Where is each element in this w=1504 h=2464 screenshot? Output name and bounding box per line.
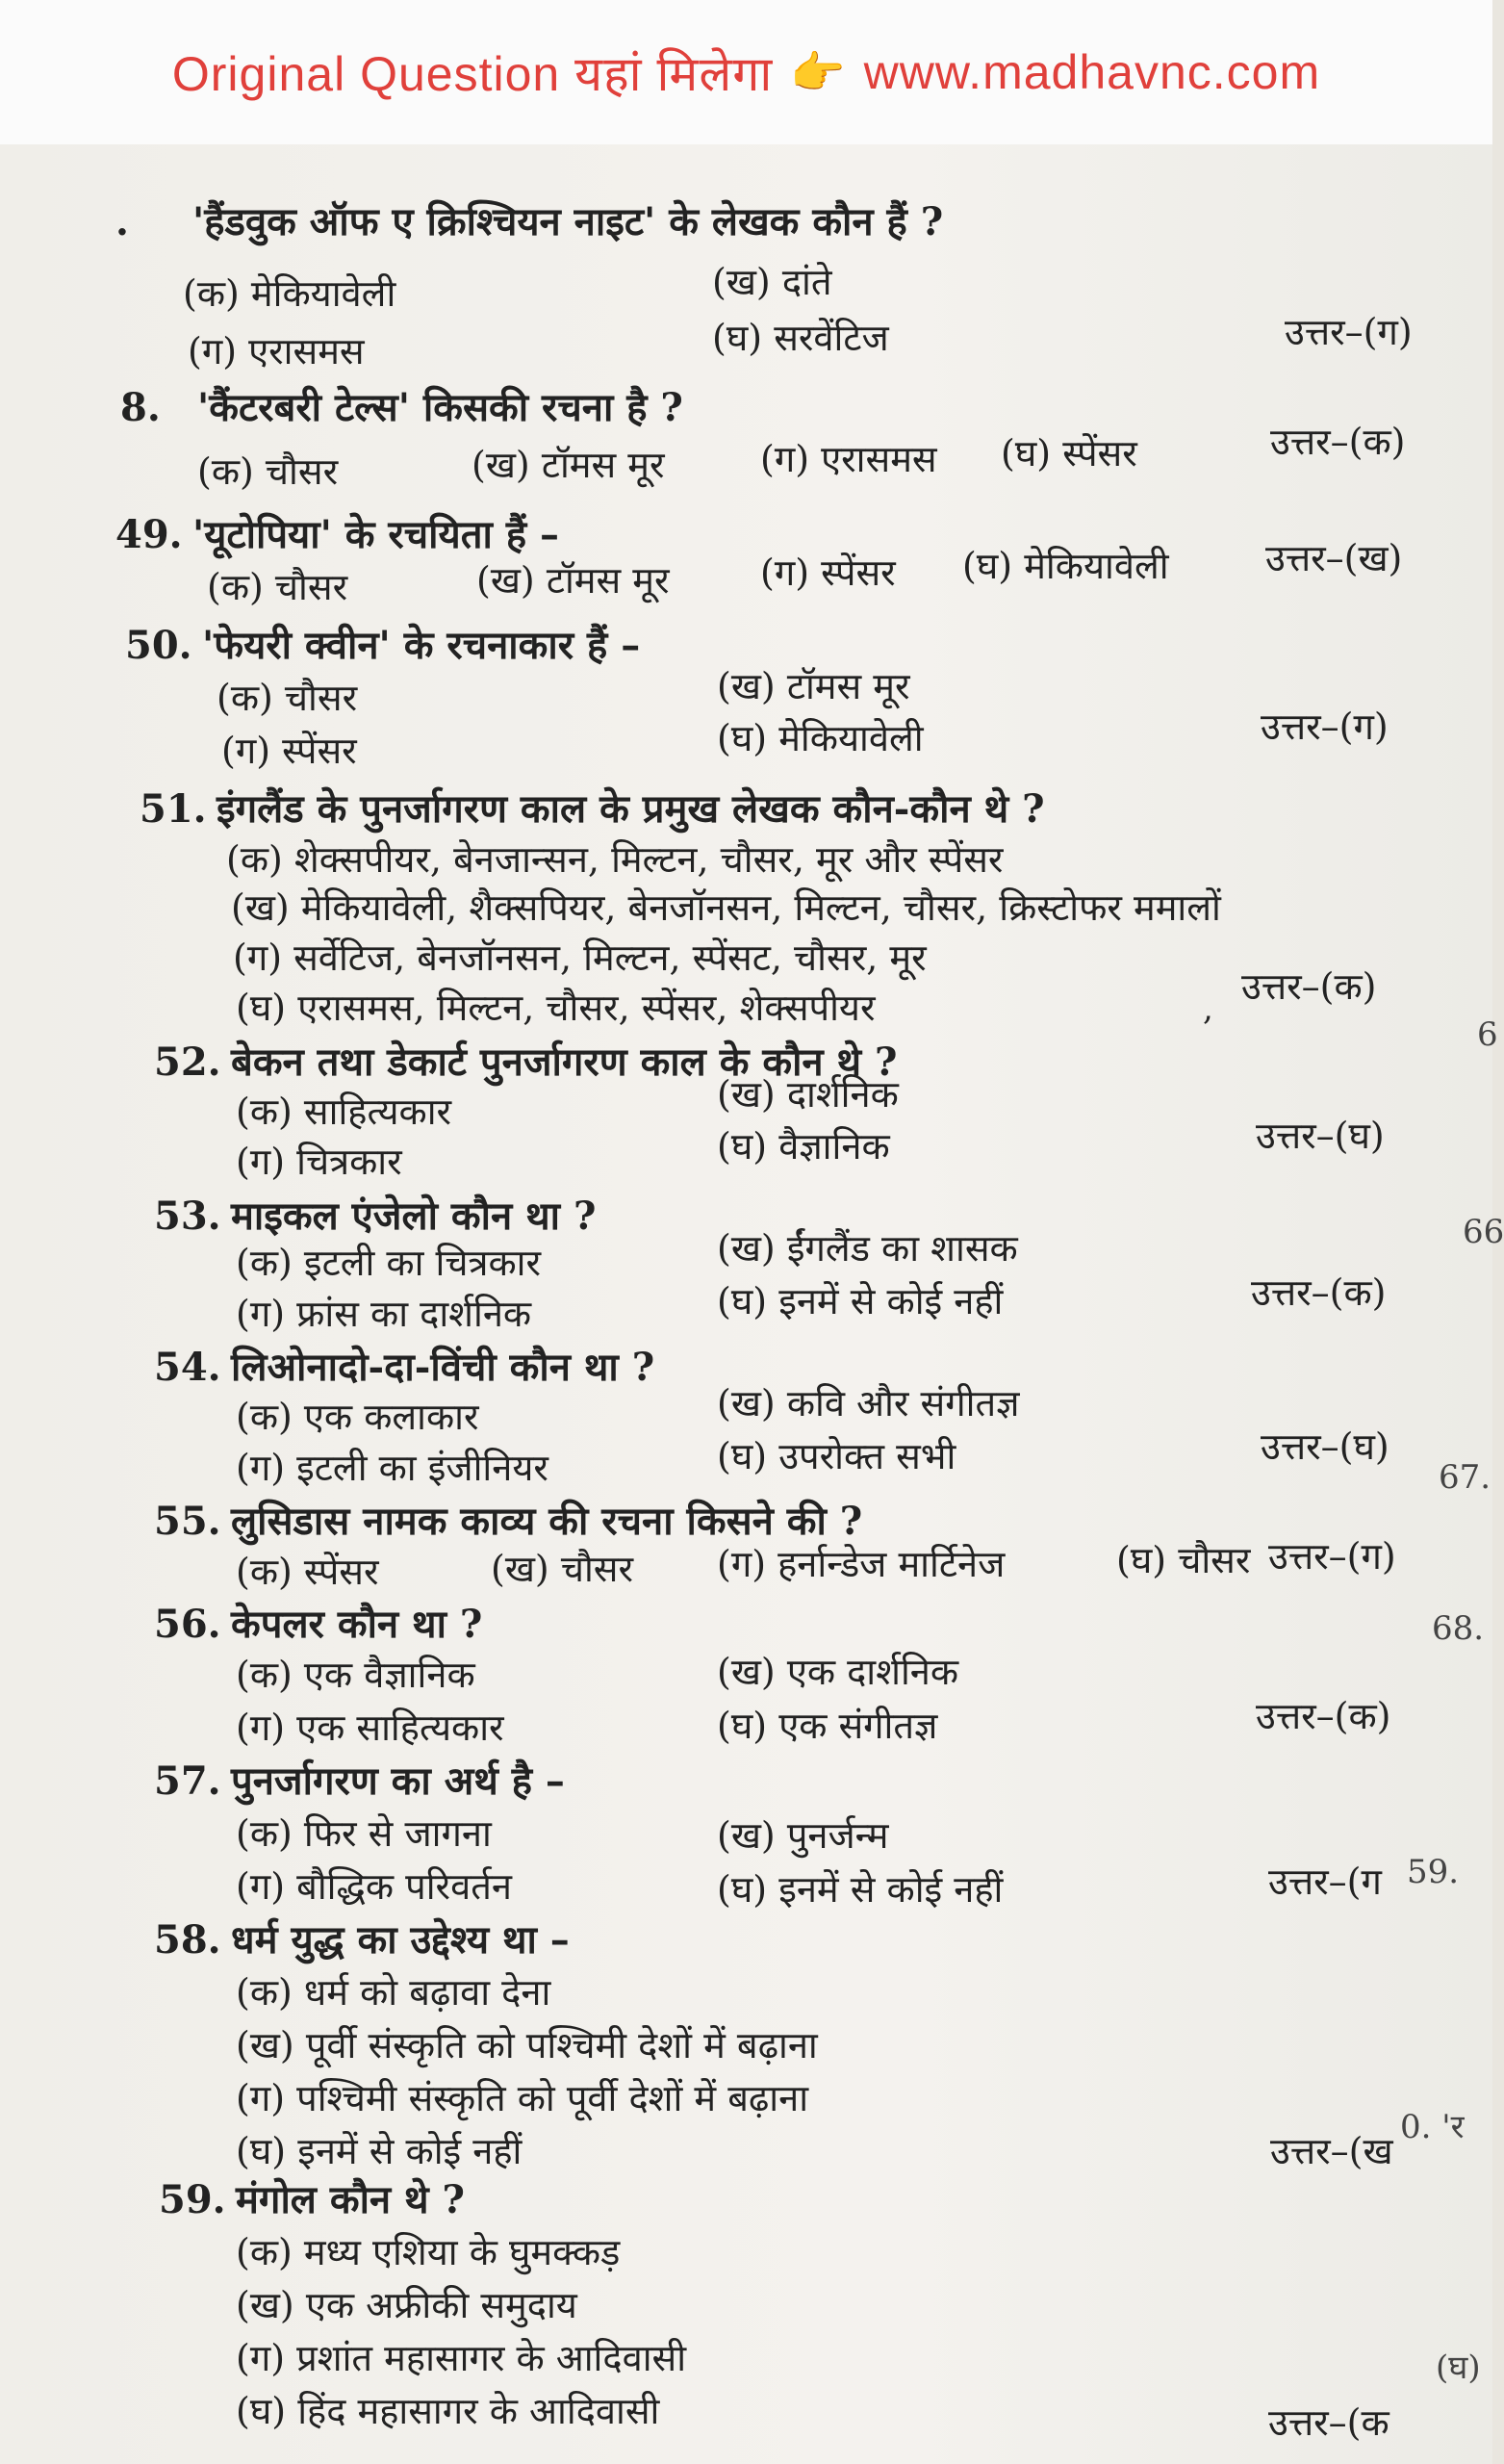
option-d: (घ) स्पेंसर [1001, 432, 1137, 475]
question-59: 59. मंगोल कौन थे ? [159, 2177, 465, 2222]
pointing-hand-icon: 👉 [790, 46, 847, 97]
question-52: 52. बेकन तथा डेकार्ट पुनर्जागरण काल के कौन थे ? [154, 1040, 898, 1085]
answer: उत्तर–(क) [1241, 965, 1377, 1008]
question-47: . 'हैंडवुक ऑफ ए क्रिश्चियन नाइट' के लेखक कौन हैं ? [115, 199, 944, 244]
option-d: (घ) इनमें से कोई नहीं [717, 1280, 1004, 1322]
question-53: 53. माइकल एंजेलो कौन था ? [154, 1194, 597, 1239]
answer: उत्तर–(ग) [1285, 311, 1413, 353]
option-d: (घ) वैज्ञानिक [717, 1125, 890, 1168]
question-58: 58. धर्म युद्ध का उद्देश्य था – [154, 1917, 570, 1963]
option-c: (ग) एरासमस [188, 330, 365, 372]
answer: उत्तर–(घ) [1261, 1425, 1389, 1468]
option-d: (घ) सरवेंटिज [712, 317, 889, 359]
option-a: (क) एक कलाकार [236, 1396, 479, 1438]
answer: उत्तर–(क) [1251, 1271, 1387, 1314]
margin-fragment: 0. 'र [1400, 2108, 1465, 2146]
option-c: (ग) पश्चिमी संस्कृति को पूर्वी देशों में बढ़ाना [236, 2077, 809, 2119]
stray-mark: , [1203, 989, 1213, 1028]
margin-fragment: 66 [1463, 1213, 1504, 1251]
answer: उत्तर–(ख [1270, 2130, 1393, 2172]
option-a: (क) चौसर [217, 677, 358, 719]
question-57: 57. पुनर्जागरण का अर्थ है – [154, 1758, 565, 1804]
option-b: (ख) पुनर्जन्म [717, 1814, 889, 1857]
margin-fragment: 59. [1407, 1853, 1460, 1891]
option-d: (घ) चौसर [1116, 1539, 1251, 1581]
option-a: (क) स्पेंसर [236, 1551, 379, 1593]
option-b: (ख) एक दार्शनिक [717, 1651, 959, 1693]
site-banner [0, 0, 1492, 144]
option-b: (ख) पूर्वी संस्कृति को पश्चिमी देशों में बढ़ाना [236, 2024, 818, 2066]
option-c: (ग) स्पेंसर [221, 730, 357, 772]
banner-url[interactable]: www.madhavnc.com [863, 45, 1321, 99]
option-b: (ख) चौसर [491, 1548, 634, 1590]
option-a: (क) इटली का चित्रकार [236, 1242, 542, 1284]
option-d: (घ) मेकियावेली [962, 545, 1169, 587]
question-51: 51. इंगलैंड के पुनर्जागरण काल के प्रमुख लेखक कौन-कौन थे ? [140, 786, 1045, 832]
option-c: (ग) एरासमस [760, 438, 937, 480]
option-a: (क) एक वैज्ञानिक [236, 1654, 475, 1696]
option-b: (ख) टॉमस मूर [476, 559, 670, 602]
margin-fragment: 67. [1439, 1458, 1491, 1497]
answer: उत्तर–(ग) [1261, 706, 1389, 748]
option-d: (घ) हिंद महासागर के आदिवासी [236, 2390, 660, 2432]
option-a: (क) धर्म को बढ़ावा देना [236, 1971, 551, 2014]
answer: उत्तर–(क) [1256, 1695, 1391, 1737]
option-a: (क) मध्य एशिया के घुमक्कड़ [236, 2231, 621, 2273]
answer: उत्तर–(ख) [1265, 537, 1403, 579]
option-c: (ग) एक साहित्यकार [236, 1707, 504, 1749]
option-d: (घ) एक संगीतज्ञ [717, 1705, 938, 1747]
margin-fragment: 68. [1432, 1609, 1485, 1648]
answer: उत्तर–(घ) [1256, 1115, 1385, 1157]
option-c: (ग) चित्रकार [236, 1141, 402, 1183]
question-48: 8. 'कैंटरबरी टेल्स' किसकी रचना है ? [120, 385, 683, 430]
option-b: (ख) ईंगलैंड का शासक [717, 1227, 1018, 1270]
answer: उत्तर–(ग) [1268, 1535, 1396, 1578]
option-d: (घ) उपरोक्त सभी [717, 1435, 956, 1477]
option-c: (ग) सर्वेटिज, बेनजॉनसन, मिल्टन, स्पेंसट, चौसर, मूर [233, 937, 927, 979]
option-a: (क) शेक्सपीयर, बेनजान्सन, मिल्टन, चौसर, मूर और स्पेंसर [226, 838, 1004, 881]
option-c: (ग) हर्नान्डेज मार्टिनेज [717, 1543, 1006, 1585]
margin-fragment: (घ) [1436, 2348, 1481, 2387]
option-b: (ख) एक अफ्रीकी समुदाय [236, 2284, 577, 2326]
option-b: (ख) कवि और संगीतज्ञ [717, 1382, 1020, 1424]
option-a: (क) मेकियावेली [183, 272, 396, 315]
question-50: 50. 'फेयरी क्वीन' के रचनाकार हैं – [125, 623, 641, 668]
option-d: (घ) मेकियावेली [717, 717, 924, 759]
question-55: 55. लुसिडास नामक काव्य की रचना किसने की ? [154, 1499, 863, 1544]
banner-text: Original Question यहां मिलेगा [171, 47, 774, 101]
option-c: (ग) इटली का इंजीनियर [236, 1447, 548, 1489]
option-b: (ख) टॉमस मूर [472, 444, 665, 486]
answer: उत्तर–(क [1268, 2401, 1389, 2444]
option-a: (क) फिर से जागना [236, 1812, 492, 1855]
question-49: 49. 'यूटोपिया' के रचयिता हैं – [115, 512, 559, 557]
question-56: 56. केपलर कौन था ? [154, 1602, 483, 1647]
answer: उत्तर–(ग [1268, 1861, 1382, 1903]
option-c: (ग) प्रशांत महासागर के आदिवासी [236, 2337, 687, 2379]
option-a: (क) साहित्यकार [236, 1091, 452, 1133]
option-a: (क) चौसर [207, 566, 348, 608]
option-c: (ग) स्पेंसर [760, 552, 896, 594]
option-d: (घ) एरासमस, मिल्टन, चौसर, स्पेंसर, शेक्सपीयर [236, 987, 876, 1029]
option-c: (ग) फ्रांस का दार्शनिक [236, 1293, 532, 1335]
margin-fragment: 6 [1477, 1015, 1498, 1054]
question-54: 54. लिओनादो-दा-विंची कौन था ? [154, 1345, 655, 1390]
option-c: (ग) बौद्धिक परिवर्तन [236, 1865, 512, 1908]
option-d: (घ) इनमें से कोई नहीं [717, 1868, 1004, 1911]
option-a: (क) चौसर [197, 450, 339, 493]
option-b: (ख) टॉमस मूर [717, 665, 910, 707]
option-b: (ख) मेकियावेली, शैक्सपियर, बेनजॉनसन, मिल्टन, चौसर, क्रिस्टोफर ममालों [231, 886, 1221, 929]
answer: उत्तर–(क) [1270, 421, 1406, 463]
option-b: (ख) दांते [712, 261, 832, 303]
option-d: (घ) इनमें से कोई नहीं [236, 2130, 523, 2172]
option-b: (ख) दार्शनिक [717, 1073, 899, 1116]
